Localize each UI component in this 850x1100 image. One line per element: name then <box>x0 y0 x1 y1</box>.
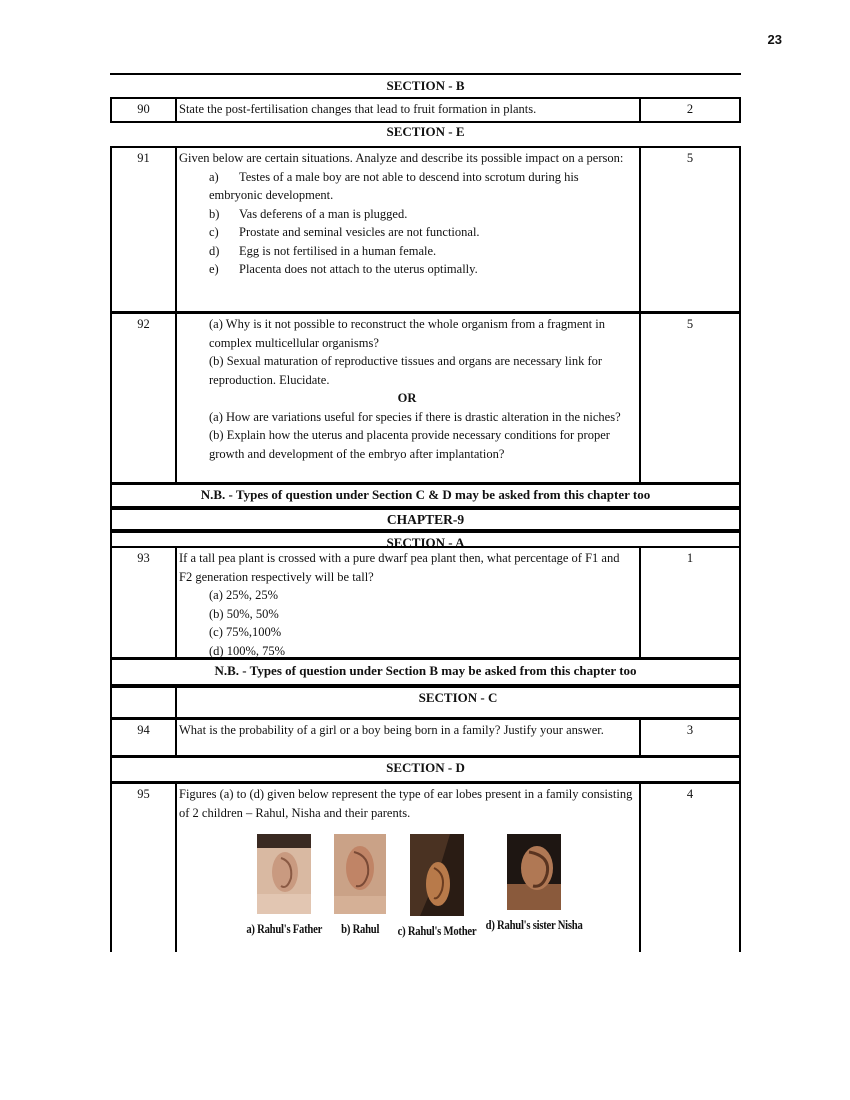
part-a: (a) Why is it not possible to reconstruct the whole organism from a fragment in complex multicellular organisms? <box>209 317 605 350</box>
question-94-row <box>110 718 741 757</box>
question-91-row <box>110 146 741 313</box>
question-body <box>177 148 641 311</box>
figure-b <box>325 834 395 941</box>
or-label: OR <box>397 391 417 405</box>
question-number: 90 <box>112 99 177 121</box>
caption: a) Rahul's Father <box>246 921 322 936</box>
sub-item-text: Vas deferens of a man is plugged. <box>239 206 408 221</box>
option: (d) 100%, 75% <box>209 643 286 658</box>
figure-c <box>395 834 479 941</box>
question-text: What is the probability of a girl or a boy being born in a family? Justify your answer. <box>177 720 641 755</box>
ear-photo-mother <box>410 834 464 916</box>
part-a-alt: (a) How are variations useful for species if there is drastic alteration in the niches? <box>209 409 621 424</box>
ear-photo-nisha <box>507 834 561 910</box>
question-marks: 1 <box>686 551 694 565</box>
figure-a <box>243 834 325 941</box>
section-b-heading: SECTION - B <box>386 78 465 93</box>
question-marks: 4 <box>686 787 694 801</box>
chapter-heading: CHAPTER-9 <box>110 508 741 531</box>
option: (c) 75%,100% <box>209 625 282 639</box>
sub-item <box>209 223 635 242</box>
option: (a) 25%, 25% <box>209 588 279 602</box>
question-body <box>177 314 641 482</box>
section-c-row <box>110 686 741 719</box>
sub-item <box>209 205 635 224</box>
sub-item-text: Placenta does not attach to the uterus optimally. <box>239 262 478 276</box>
question-text: State the post-fertilisation changes that lead to fruit formation in plants. <box>177 99 641 121</box>
empty-cell <box>112 688 177 717</box>
part-b-alt: (b) Explain how the uterus and placenta provide necessary conditions for proper growth and development of the embryo after implantation? <box>209 428 610 461</box>
question-body <box>177 784 641 952</box>
question-95-row <box>110 782 741 952</box>
ear-lobe-figures <box>243 834 635 941</box>
part-b: (b) Sexual maturation of reproductive tissues and organs are necessary link for reproduction. Elucidate. <box>209 354 603 387</box>
page-number: 23 <box>767 32 782 47</box>
question-number: 95 <box>112 784 177 952</box>
sub-item-text: Prostate and seminal vesicles are not functional. <box>239 225 480 239</box>
sub-item <box>209 260 635 279</box>
caption: b) Rahul <box>340 921 380 936</box>
figure-d <box>479 834 589 941</box>
question-90-row <box>110 97 741 123</box>
question-text: Given below are certain situations. Analyze and describe its possible impact on a person: <box>179 151 624 165</box>
sub-item-label: d) <box>209 243 220 258</box>
sub-item-label: b) <box>209 206 220 221</box>
caption: c) Rahul's Mother <box>397 923 477 938</box>
question-body <box>177 548 641 657</box>
sub-item-text: Testes of a male boy are not able to descend into scrotum during his embryonic development. <box>209 169 579 202</box>
question-text: If a tall pea plant is crossed with a pure dwarf pea plant then, what percentage of F1 and F2 generation respectively will be tall? <box>179 551 620 584</box>
sub-item <box>209 168 635 205</box>
sub-item-text: Egg is not fertilised in a human female. <box>239 243 437 258</box>
top-rule <box>110 73 741 75</box>
sub-item-label: a) <box>209 169 219 184</box>
note-section-b: N.B. - Types of question under Section B may be asked from this chapter too <box>110 658 741 686</box>
question-marks: 5 <box>686 151 694 165</box>
ear-photo-father <box>257 834 311 914</box>
sub-item-label: e) <box>209 262 219 276</box>
question-number: 91 <box>112 148 177 311</box>
question-number: 94 <box>112 720 177 755</box>
ear-photo-rahul <box>334 834 386 914</box>
question-number: 92 <box>112 314 177 482</box>
sub-item-label: c) <box>209 225 219 239</box>
section-e-heading: SECTION - E <box>386 124 465 139</box>
question-92-row <box>110 312 741 484</box>
section-a-heading: SECTION - A <box>110 531 741 548</box>
note-section-c-d: N.B. - Types of question under Section C & D may be asked from this chapter too <box>110 483 741 508</box>
question-text: Figures (a) to (d) given below represent the type of ear lobes present in a family consisting of 2 children – Rahul, Nisha and their parents. <box>179 787 633 820</box>
question-93-row <box>110 546 741 659</box>
question-marks: 3 <box>686 723 694 737</box>
question-marks: 2 <box>686 102 694 116</box>
question-number: 93 <box>112 548 177 657</box>
section-d-heading: SECTION - D <box>110 756 741 783</box>
sub-item <box>209 242 635 261</box>
option: (b) 50%, 50% <box>209 606 279 621</box>
section-c-heading: SECTION - C <box>418 690 498 705</box>
caption: d) Rahul's sister Nisha <box>485 917 583 932</box>
question-marks: 5 <box>686 317 694 331</box>
